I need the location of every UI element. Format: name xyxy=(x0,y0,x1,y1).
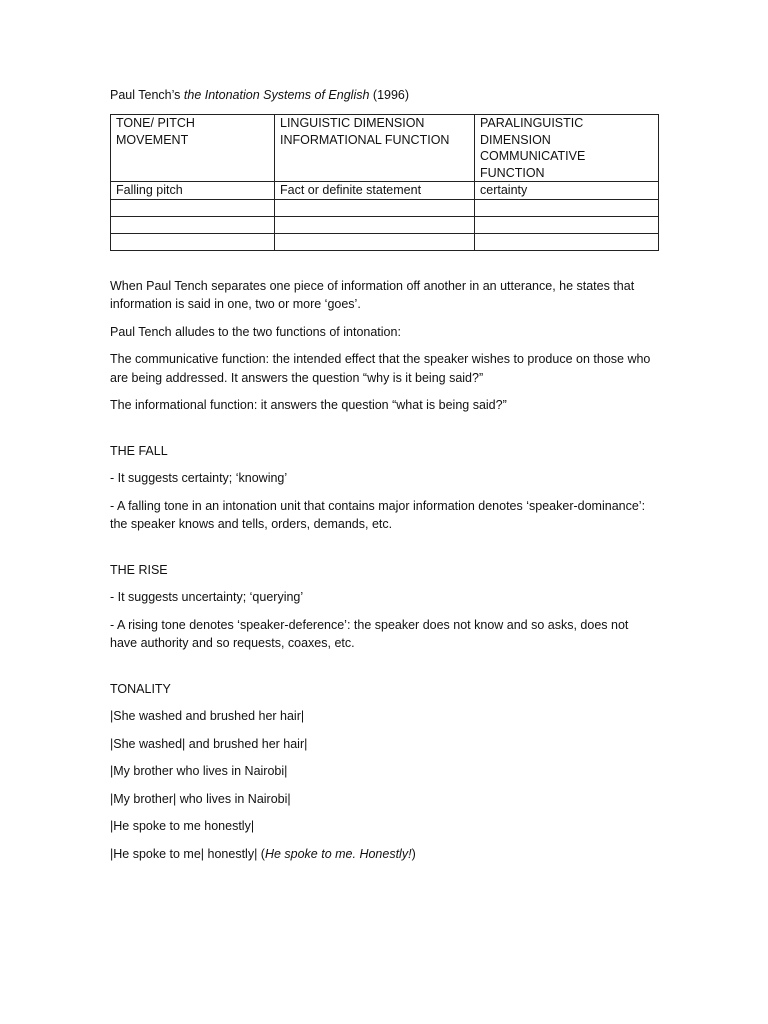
tonality-example: |My brother who lives in Nairobi| xyxy=(110,764,288,778)
tonality-example-text: |He spoke to me| honestly| ( xyxy=(110,846,265,861)
table-row xyxy=(111,199,659,216)
table-cell: certainty xyxy=(475,182,659,200)
rise-point: - It suggests uncertainty; ‘querying’ xyxy=(110,590,304,604)
fall-point: - It suggests certainty; ‘knowing’ xyxy=(110,471,288,485)
table-header-tone: TONE/ PITCH MOVEMENT xyxy=(111,115,275,182)
table-cell xyxy=(111,199,275,216)
tonality-example: |My brother| who lives in Nairobi| xyxy=(110,791,291,806)
table-cell xyxy=(475,199,659,216)
tonality-example: |He spoke to me honestly| xyxy=(110,819,255,833)
fall-point: - A falling tone in an intonation unit that contains major information denotes ‘speaker-dominance’: the speaker knows and tells, orders, demands, etc. xyxy=(110,498,646,531)
table-cell xyxy=(475,216,659,233)
rise-point: - A rising tone denotes ‘speaker-deference’: the speaker does not know and so asks, does not have authority and so requests, coaxes, etc. xyxy=(110,617,629,650)
table-cell xyxy=(275,199,475,216)
heading-fall: THE FALL xyxy=(110,443,168,458)
table-cell xyxy=(475,233,659,250)
table-cell xyxy=(111,216,275,233)
title-author: Paul Tench’s xyxy=(110,88,184,102)
heading-rise: THE RISE xyxy=(110,562,168,577)
title-work: the Intonation Systems of English xyxy=(183,88,370,102)
table-row xyxy=(111,216,659,233)
table-header-paralinguistic: PARALINGUISTIC DIMENSION COMMUNICATIVE FUNCTION xyxy=(475,115,659,182)
tonality-example-gloss: He spoke to me. Honestly! xyxy=(264,846,412,861)
document-page xyxy=(110,86,658,872)
paragraph-goes: When Paul Tench separates one piece of information off another in an utterance, he states that information is said in one, two or more ‘goes’. xyxy=(110,278,635,311)
tonality-example-last xyxy=(110,845,658,864)
table-row xyxy=(111,233,659,250)
document-title xyxy=(110,86,658,104)
table-cell xyxy=(111,233,275,250)
tonality-example: |She washed| and brushed her hair| xyxy=(110,736,308,751)
table-header-linguistic: LINGUISTIC DIMENSION INFORMATIONAL FUNCTION xyxy=(275,115,475,182)
table-cell xyxy=(275,233,475,250)
table-cell: Fact or definite statement xyxy=(275,182,475,200)
title-year: (1996) xyxy=(369,88,410,102)
paragraph-informational: The informational function: it answers the question “what is being said?” xyxy=(110,398,507,412)
heading-tonality: TONALITY xyxy=(110,681,171,696)
table-header-row xyxy=(111,115,659,182)
table-cell: Falling pitch xyxy=(111,182,275,200)
tonality-example: |She washed and brushed her hair| xyxy=(110,709,305,723)
pitch-function-table xyxy=(110,114,659,251)
table-row xyxy=(111,182,659,200)
tonality-example-close: ) xyxy=(411,846,416,861)
paragraph-two-functions: Paul Tench alludes to the two functions of intonation: xyxy=(110,324,401,339)
table-cell xyxy=(275,216,475,233)
paragraph-communicative: The communicative function: the intended effect that the speaker wishes to produce on those who are being addressed. It answers the question “why is it being said?” xyxy=(110,352,651,385)
